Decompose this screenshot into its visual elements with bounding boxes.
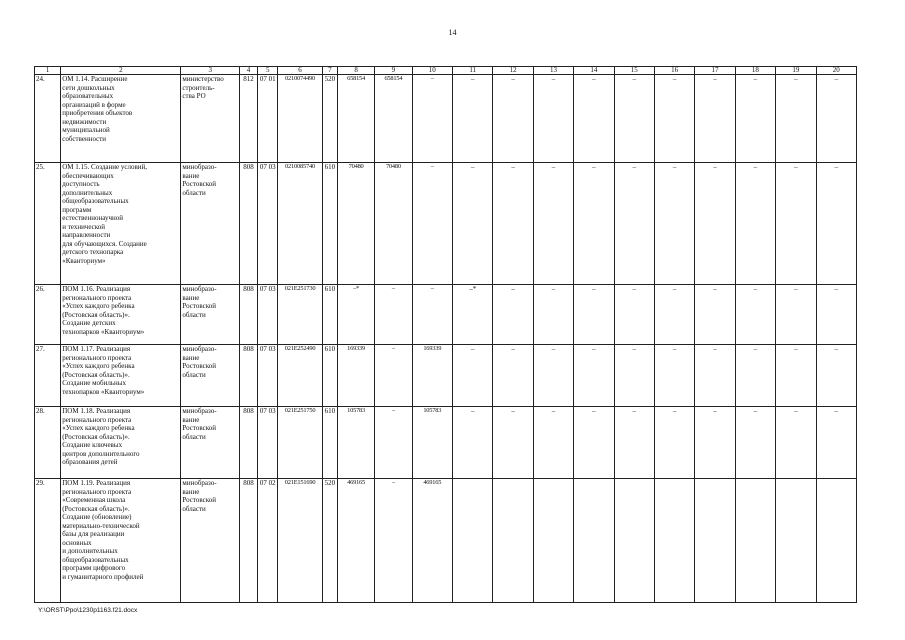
- table-cell-col-1: 29.: [35, 479, 61, 603]
- table-cell-col-2: ПОМ 1.19. Реализация регионального проекта «Современная школа (Ростовская область)». Создание (обновление) материально-технической базы для реализации основных и дополнительных общеобразовательных программ цифрового и гуманитарного профилей: [61, 479, 181, 603]
- table-cell-col-9: –: [375, 479, 412, 603]
- column-number-9: 9: [375, 67, 412, 75]
- table-cell-col-18: –: [735, 407, 775, 479]
- table-cell-col-7: 610: [322, 345, 337, 407]
- table-cell-col-10: 169339: [412, 345, 452, 407]
- table-cell-col-6: 021E251750: [278, 407, 322, 479]
- column-number-1: 1: [35, 67, 61, 75]
- table-cell-col-4: 808: [239, 163, 257, 285]
- table-cell-col-10: –: [412, 75, 452, 163]
- column-number-19: 19: [776, 67, 816, 75]
- table-cell-col-3: минобразо- вание Ростовской области: [181, 163, 240, 285]
- table-row: [35, 479, 857, 603]
- table-cell-col-5: 07 03: [258, 407, 278, 479]
- table-cell-col-3: минобразо- вание Ростовской области: [181, 479, 240, 603]
- table-cell-col-19: –: [776, 163, 816, 285]
- table-cell-col-17: –: [695, 285, 735, 345]
- table-cell-col-15: –: [614, 285, 654, 345]
- table-cell-col-11: –: [453, 75, 493, 163]
- table-cell-col-4: 812: [239, 75, 257, 163]
- table-cell-col-14: –: [574, 407, 614, 479]
- column-number-14: 14: [574, 67, 614, 75]
- table-cell-col-5: 07 01: [258, 75, 278, 163]
- column-number-8: 8: [337, 67, 374, 75]
- table-cell-col-11: [453, 479, 493, 603]
- table-cell-col-11: –: [453, 407, 493, 479]
- table-cell-col-10: –: [412, 163, 452, 285]
- column-number-20: 20: [816, 67, 856, 75]
- table-cell-col-5: 07 03: [258, 345, 278, 407]
- table-cell-col-20: –: [816, 345, 856, 407]
- table-cell-col-4: 808: [239, 479, 257, 603]
- table-cell-col-12: –: [493, 285, 533, 345]
- table-cell-col-3: минобразо- вание Ростовской области: [181, 407, 240, 479]
- column-number-10: 10: [412, 67, 452, 75]
- table-cell-col-5: 07 03: [258, 163, 278, 285]
- column-number-5: 5: [258, 67, 278, 75]
- table-cell-col-14: –: [574, 75, 614, 163]
- table-cell-col-7: 520: [322, 479, 337, 603]
- table-cell-col-12: –: [493, 345, 533, 407]
- column-number-2: 2: [61, 67, 181, 75]
- column-number-3: 3: [181, 67, 240, 75]
- table-cell-col-20: –: [816, 75, 856, 163]
- column-number-11: 11: [453, 67, 493, 75]
- table-cell-col-19: –: [776, 285, 816, 345]
- table-cell-col-17: –: [695, 345, 735, 407]
- table-cell-col-12: –: [493, 163, 533, 285]
- table-cell-col-11: –: [453, 345, 493, 407]
- table-cell-col-1: 25.: [35, 163, 61, 285]
- table-cell-col-19: [776, 479, 816, 603]
- table-cell-col-15: –: [614, 345, 654, 407]
- table-cell-col-1: 24.: [35, 75, 61, 163]
- column-number-13: 13: [533, 67, 573, 75]
- table-cell-col-9: –: [375, 345, 412, 407]
- column-number-16: 16: [654, 67, 694, 75]
- table-cell-col-8: 469165: [337, 479, 374, 603]
- table-cell-col-1: 26.: [35, 285, 61, 345]
- table-cell-col-18: –: [735, 345, 775, 407]
- table-cell-col-7: 520: [322, 75, 337, 163]
- table-cell-col-3: министерство строитель- ства РО: [181, 75, 240, 163]
- table-cell-col-15: [614, 479, 654, 603]
- table-cell-col-20: –: [816, 285, 856, 345]
- table-row: [35, 345, 857, 407]
- table-cell-col-13: [533, 479, 573, 603]
- table-cell-col-13: –: [533, 75, 573, 163]
- table-row: [35, 407, 857, 479]
- table-cell-col-1: 28.: [35, 407, 61, 479]
- table-cell-col-14: –: [574, 285, 614, 345]
- table-cell-col-13: –: [533, 345, 573, 407]
- table-cell-col-7: 610: [322, 163, 337, 285]
- table-cell-col-8: 169339: [337, 345, 374, 407]
- table-cell-col-5: 07 03: [258, 285, 278, 345]
- table-cell-col-16: –: [654, 75, 694, 163]
- table-cell-col-18: –: [735, 163, 775, 285]
- table-cell-col-9: 658154: [375, 75, 412, 163]
- column-number-15: 15: [614, 67, 654, 75]
- table-cell-col-18: –: [735, 75, 775, 163]
- table-cell-col-17: –: [695, 163, 735, 285]
- table-cell-col-10: –: [412, 285, 452, 345]
- table-cell-col-3: минобразо- вание Ростовской области: [181, 285, 240, 345]
- column-number-4: 4: [239, 67, 257, 75]
- table-cell-col-16: –: [654, 285, 694, 345]
- table-cell-col-14: –: [574, 163, 614, 285]
- table-cell-col-18: –: [735, 285, 775, 345]
- table-cell-col-2: ОМ 1.15. Создание условий, обеспечивающих доступность дополнительных общеобразовательных программ естественнонаучной и технической направленности для обучающихся. Создание детского технопарка «Кванториум»: [61, 163, 181, 285]
- table-cell-col-16: [654, 479, 694, 603]
- table-cell-col-10: 469165: [412, 479, 452, 603]
- page-number: 14: [448, 28, 457, 37]
- table-cell-col-11: –*: [453, 285, 493, 345]
- table-row: [35, 163, 857, 285]
- table-cell-col-13: –: [533, 285, 573, 345]
- column-number-17: 17: [695, 67, 735, 75]
- table-cell-col-6: 0210074490: [278, 75, 322, 163]
- table-cell-col-2: ПОМ 1.17. Реализация регионального проекта «Успех каждого ребенка (Ростовская область)». Создание мобильных технопарков «Кванториум»: [61, 345, 181, 407]
- table-cell-col-17: –: [695, 407, 735, 479]
- table-cell-col-6: 0210085740: [278, 163, 322, 285]
- table-cell-col-12: –: [493, 75, 533, 163]
- table-cell-col-20: –: [816, 163, 856, 285]
- table-cell-col-6: 021E251730: [278, 285, 322, 345]
- table-cell-col-13: –: [533, 163, 573, 285]
- table-cell-col-19: –: [776, 345, 816, 407]
- table-cell-col-4: 808: [239, 285, 257, 345]
- table-row: [35, 285, 857, 345]
- table-cell-col-7: 610: [322, 407, 337, 479]
- table-cell-col-6: 021E151690: [278, 479, 322, 603]
- column-number-header: [35, 67, 857, 75]
- table-cell-col-4: 808: [239, 345, 257, 407]
- table-cell-col-8: 105783: [337, 407, 374, 479]
- table-cell-col-15: –: [614, 163, 654, 285]
- table-cell-col-9: 70480: [375, 163, 412, 285]
- table-cell-col-16: –: [654, 407, 694, 479]
- table-cell-col-2: ОМ 1.14. Расширение сети дошкольных образовательных организаций в форме приобретения объектов недвижимости муниципальной собственности: [61, 75, 181, 163]
- table-cell-col-20: [816, 479, 856, 603]
- table-cell-col-15: –: [614, 407, 654, 479]
- table-cell-col-20: –: [816, 407, 856, 479]
- table-cell-col-3: минобразо- вание Ростовской области: [181, 345, 240, 407]
- table-cell-col-12: [493, 479, 533, 603]
- table-cell-col-16: –: [654, 163, 694, 285]
- budget-table: [34, 66, 857, 603]
- column-number-6: 6: [278, 67, 322, 75]
- table-cell-col-16: –: [654, 345, 694, 407]
- column-number-18: 18: [735, 67, 775, 75]
- table-cell-col-18: [735, 479, 775, 603]
- table-cell-col-8: –*: [337, 285, 374, 345]
- table-cell-col-14: –: [574, 345, 614, 407]
- table-cell-col-8: 70480: [337, 163, 374, 285]
- table-cell-col-17: –: [695, 75, 735, 163]
- table-cell-col-11: –: [453, 163, 493, 285]
- table-cell-col-12: –: [493, 407, 533, 479]
- table-cell-col-15: –: [614, 75, 654, 163]
- column-number-7: 7: [322, 67, 337, 75]
- table-cell-col-7: 610: [322, 285, 337, 345]
- table-cell-col-5: 07 02: [258, 479, 278, 603]
- table-cell-col-6: 021E252490: [278, 345, 322, 407]
- table-cell-col-8: 658154: [337, 75, 374, 163]
- table-cell-col-9: –: [375, 407, 412, 479]
- file-path-footer: Y:\ORST\Ppo\1230p1163.f21.docx: [38, 607, 138, 614]
- table-cell-col-13: –: [533, 407, 573, 479]
- table-cell-col-1: 27.: [35, 345, 61, 407]
- table-cell-col-14: [574, 479, 614, 603]
- table-row: [35, 75, 857, 163]
- table-cell-col-10: 105783: [412, 407, 452, 479]
- table-cell-col-2: ПОМ 1.18. Реализация регионального проекта «Успех каждого ребенка (Ростовская область)». Создание ключевых центров дополнительного образования детей: [61, 407, 181, 479]
- table-cell-col-4: 808: [239, 407, 257, 479]
- table-cell-col-19: –: [776, 407, 816, 479]
- column-number-12: 12: [493, 67, 533, 75]
- table-cell-col-19: –: [776, 75, 816, 163]
- table-cell-col-2: ПОМ 1.16. Реализация регионального проекта «Успех каждого ребенка (Ростовская область)». Создание детских технопарков «Кванториум»: [61, 285, 181, 345]
- table-cell-col-17: [695, 479, 735, 603]
- table-cell-col-9: –: [375, 285, 412, 345]
